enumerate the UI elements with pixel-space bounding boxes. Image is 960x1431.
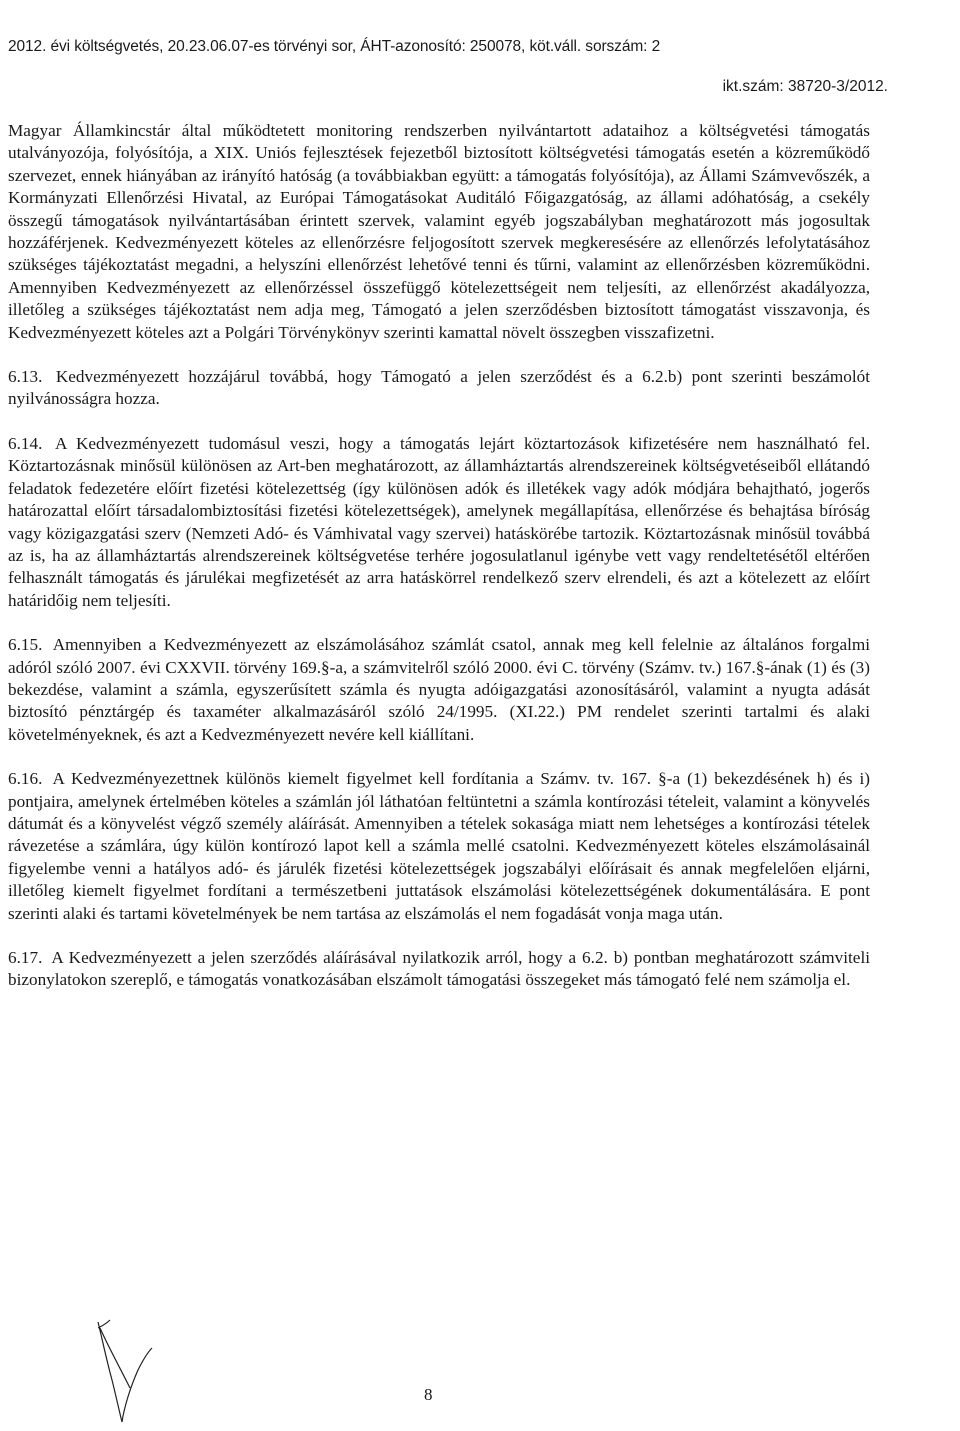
- paragraph-text: A Kedvezményezett a jelen szerződés aláírásával nyilatkozik arról, hogy a 6.2. b) pontban meghatározott számviteli bizonylatokon szereplő, e támogatás vonatkozásában elszámolt támogatási összegeket más támogató felé nem számolja el.: [8, 948, 870, 990]
- paragraph-6-17: [8, 947, 870, 992]
- reference-number: ikt.szám: 38720-3/2012.: [722, 78, 888, 95]
- paragraph-number: 6.15.: [8, 635, 43, 655]
- paragraph-continuation: Magyar Államkincstár által működtetett monitoring rendszerben nyilvántartott adataihoz a költségvetési támogatás utalványozója, folyósítója, a XIX. Uniós fejlesztések fejezetből biztosított költségvetési támogatás esetén a közreműködő szervezet, ennek hiányában az irányító hatóság (a továbbiakban együtt: a támogatás folyósítója), az Állami Számvevőszék, a Kormányzati Ellenőrzési Hivatal, az Európai Támogatásokat Auditáló Főigazgatóság, az állami adóhatóság, a csekély összegű támogatások nyilvántartásában érintett szervek, valamint egyéb jogszabályban meghatározott más jogosultak hozzáférjenek. Kedvezményezett köteles az ellenőrzésre feljogosított szervek megkeresésére az ellenőrzés lefolytatásához szükséges tájékoztatást megadni, a helyszíni ellenőrzést lehetővé tenni és tűrni, valamint az ellenőrzésben közreműködni. Amennyiben Kedvezményezett az ellenőrzéssel összefüggő kötelezettségeit nem teljesíti, az ellenőrzést akadályozza, illetőleg a szükséges tájékoztatást nem adja meg, Támogató a jelen szerződésben biztosított támogatást visszavonja, és Kedvezményezett köteles azt a Polgári Törvénykönyv szerinti kamattal növelt összegben visszafizetni.: [8, 121, 870, 342]
- paragraph-number: 6.13.: [8, 367, 43, 387]
- paragraph-number: 6.16.: [8, 769, 43, 789]
- initials-signature: [86, 1318, 156, 1428]
- paragraph-text: Amennyiben a Kedvezményezett az elszámolásához számlát csatol, annak meg kell felelnie az általános forgalmi adóról szóló 2007. évi CXXVII. törvény 169.§-a, a számvitelről szóló 2000. évi C. törvény (Számv. tv.) 167.§-ának (1) és (3) bekezdése, valamint a számla, egyszerűsített számla és nyugta adóigazgatási azonosításáról, valamint a nyugta adását biztosító pénztárgép és taxaméter alkalmazásáról szóló 24/1995. (XI.22.) PM rendelet szerinti tartalmi és alaki követelményeknek, és azt a Kedvezményezett nevére kell kiállítani.: [8, 635, 871, 744]
- paragraph-text: A Kedvezményezett tudomásul veszi, hogy a támogatás lejárt köztartozások kifizetésére nem használható fel. Köztartozásnak minősül különösen az Art-ben meghatározott, az államháztartás alrendszereinek költségvetéseiből ellátandó feladatok fedezetére előírt fizetési kötelezettség (így különösen adók és illetékek vagy adók módjára behajtható, jogerős határozattal előírt társadalombiztosítási fizetési kötelezettségek), amelynek megállapítása, ellenőrzése és behajtása bíróság vagy közigazgatási szerv (Nemzeti Adó- és Vámhivatal vagy szervei) hatáskörébe tartozik. Köztartozásnak minősül továbbá az is, ha az államháztartás alrendszereinek költségvetése terhére jogosulatlanul igénybe vett vagy rendeltetésétől eltérően felhasznált támogatás és járulékai megfizetését az arra hatáskörrel rendelkező szerv elrendeli, és azt a kötelezett az előírt határidőig nem teljesíti.: [8, 433, 870, 610]
- paragraph-6-16: [8, 768, 870, 925]
- paragraph-number: 6.14.: [8, 433, 43, 453]
- paragraph-text: A Kedvezményezettnek különös kiemelt figyelmet kell fordítania a Számv. tv. 167. §-a (1) bekezdésének h) és i) pontjaira, amelynek értelmében köteles a számlán jól láthatóan feltüntetni a számla kontírozási tételeit, valamint a könyvelés dátumát és a könyvelést végző személy aláírását. Amennyiben a tételek sokasága miatt nem lehetséges a kontírozási tételek rávezetése a számlára, úgy külön kontírozó lapot kell a számla mellé csatolni. Kedvezményezett köteles elszámolásainál figyelembe venni a hatályos adó- és járulék fizetési kötelezettségek jogszabályi előírásait és annak megfelelően eljárni, illetőleg kiemelt figyelmet fordítani a természetbeni juttatások elszámolási kötelezettségének dokumentálására. E pont szerinti alaki és tartami követelmények be nem tartása az elszámolás el nem fogadását vonja maga után.: [8, 769, 870, 923]
- budget-header: 2012. évi költségvetés, 20.23.06.07-es törvényi sor, ÁHT-azonosító: 250078, köt.váll. sorszám: 2: [8, 38, 661, 55]
- paragraph-6-14: [8, 433, 870, 612]
- paragraph-number: 6.17.: [8, 948, 43, 967]
- paragraph-6-15: [8, 634, 870, 746]
- paragraph-text: Kedvezményezett hozzájárul továbbá, hogy Támogató a jelen szerződést és a 6.2.b) pont szerinti beszámolót nyilvánosságra hozza.: [8, 367, 871, 409]
- page-number: 8: [424, 1385, 433, 1404]
- document-body: [8, 120, 870, 992]
- paragraph-6-13: [8, 366, 870, 411]
